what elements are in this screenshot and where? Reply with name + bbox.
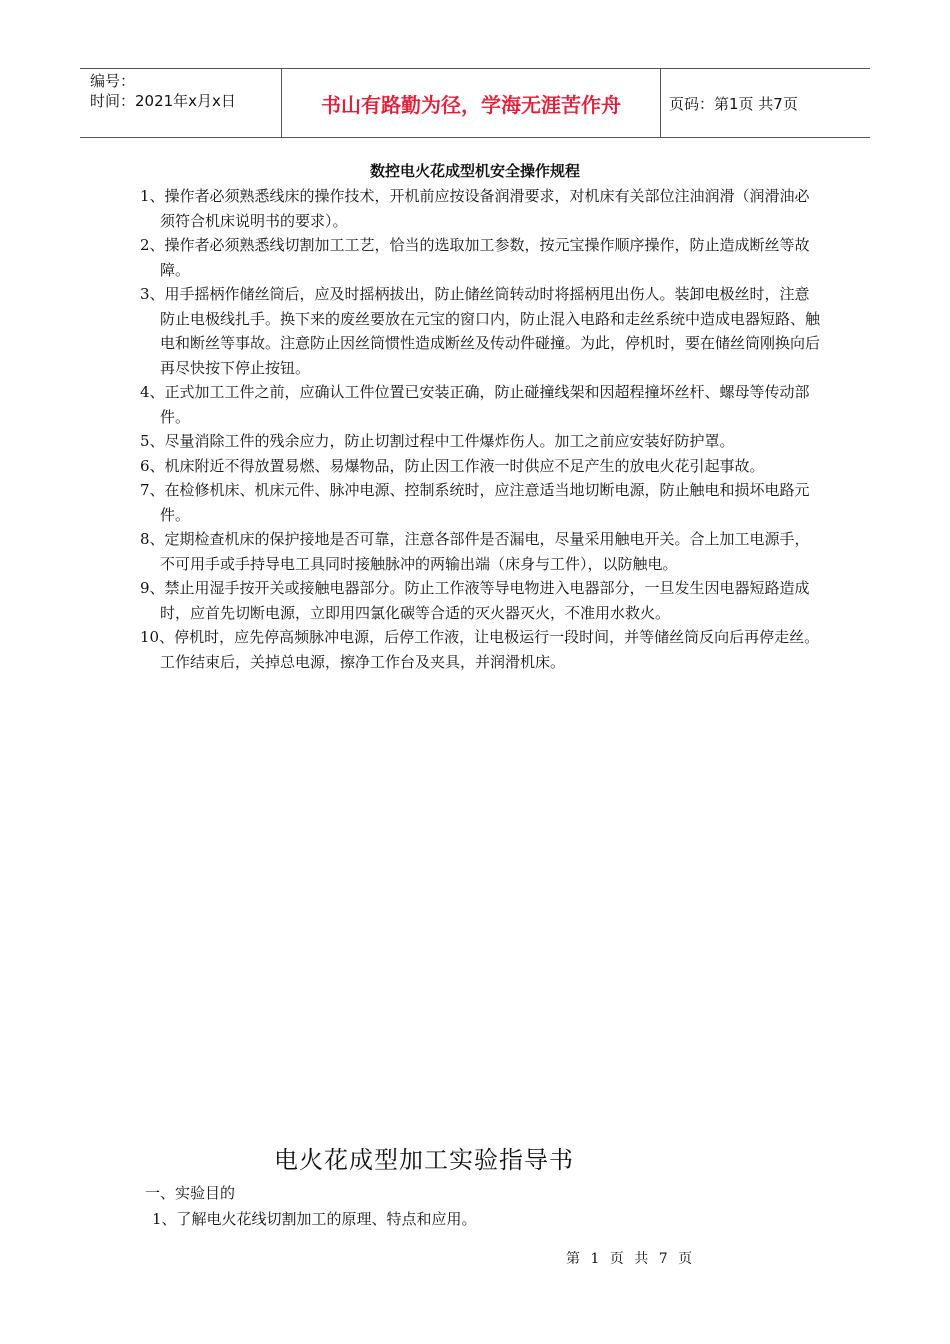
section-title: 电火花成型加工实验指导书 [274, 1146, 574, 1174]
page-header [80, 68, 870, 138]
section-item: 1、了解电火花线切割加工的原理、特点和应用。 [152, 1210, 477, 1228]
rule-item: 8、定期检查机床的保护接地是否可靠，注意各部件是否漏电，尽量采用触电开关。合上加工电源手，不可用手或手持导电工具同时接触脉冲的两输出端（床身与工件），以防触电。 [140, 530, 810, 573]
rule-item: 10、停机时，应先停高频脉冲电源，后停工作液，让电极运行一段时间，并等储丝筒反向后再停走丝。工作结束后，关掉总电源，擦净工作台及夹具，并润滑机床。 [140, 628, 820, 671]
rule-item: 3、用手摇柄作储丝筒后，应及时摇柄拔出，防止储丝筒转动时将摇柄甩出伤人。装卸电极丝时，注意防止电极线扎手。换下来的废丝要放在元宝的窗口内，防止混入电路和走丝系统中造成电器短路、触电和断丝等事故。注意防止因丝筒惯性造成断丝及传动件碰撞。为此，停机时，要在储丝筒刚换向后再尽快按下停止按钮。 [140, 285, 821, 377]
page-info: 页码：第1页 共7页 [669, 94, 798, 113]
number-label: 编号： [90, 72, 136, 90]
rule-item: 7、在检修机床、机床元件、脉冲电源、控制系统时，应注意适当地切断电源，防止触电和损坏电路元件。 [140, 481, 810, 524]
section-heading: 一、实验目的 [145, 1184, 236, 1202]
page-footer: 第 1 页 共 7 页 [566, 1251, 693, 1267]
rule-item: 9、禁止用湿手按开关或接触电器部分。防止工作液等导电物进入电器部分，一旦发生因电器短路造成时，应首先切断电源，立即用四氯化碳等合适的灭火器灭火，不准用水救火。 [140, 579, 810, 622]
rule-item: 6、机床附近不得放置易燃、易爆物品，防止因工作液一时供应不足产生的放电火花引起事故。 [140, 456, 765, 475]
rule-item: 5、尽量消除工件的残余应力，防止切割过程中工件爆炸伤人。加工之前应安装好防护罩。 [140, 432, 735, 450]
rule-item: 2、操作者必须熟悉线切割加工工艺，恰当的选取加工参数，按元宝操作顺序操作，防止造成断丝等故障。 [140, 236, 810, 279]
doc-title: 数控电火花成型机安全操作规程 [369, 162, 580, 180]
rule-item: 4、正式加工工件之前，应确认工件位置已安装正确，防止碰撞线架和因超程撞坏丝杆、螺母等传动部件。 [140, 383, 810, 426]
time-label: 时间：2021年x月x日 [90, 92, 236, 110]
rule-item: 1、操作者必须熟悉线床的操作技术，开机前应按设备润滑要求，对机床有关部位注油润滑（润滑油必须符合机床说明书的要求）。 [140, 187, 810, 230]
header-meta [80, 69, 282, 137]
motto: 书山有路勤为径，学海无涯苦作舟 [282, 69, 661, 137]
rules-list [140, 184, 820, 674]
